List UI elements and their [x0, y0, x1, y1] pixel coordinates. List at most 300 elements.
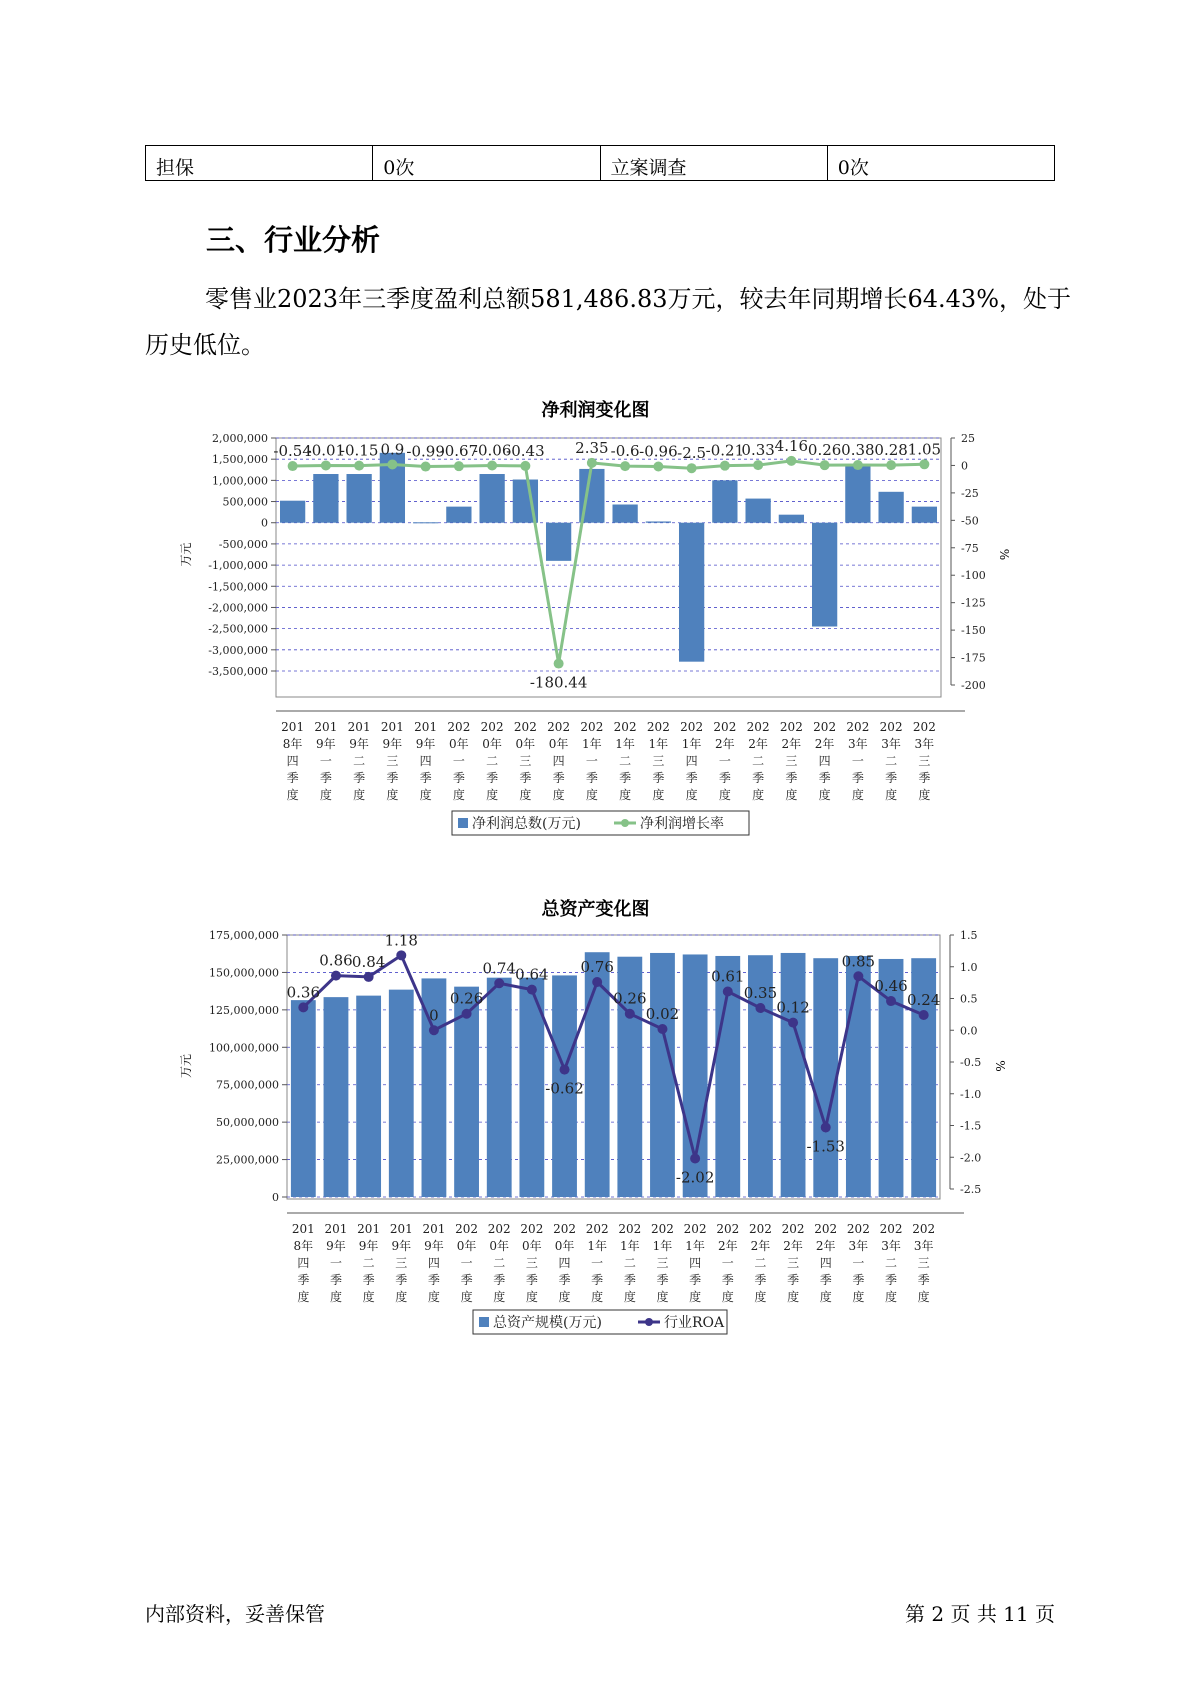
x-tick-label: 201 [389, 1222, 413, 1236]
x-tick-label: 四 [427, 1256, 440, 1270]
x-tick-label: 1年 [620, 1239, 640, 1253]
x-tick-label: 度 [353, 788, 366, 802]
x-tick-label: 三 [787, 1256, 800, 1270]
data-label: -180.44 [529, 673, 588, 692]
x-tick-label: 二 [754, 1256, 767, 1270]
y-tick-label: 75,000,000 [216, 1078, 279, 1092]
x-tick-label: 二 [885, 1256, 898, 1270]
y2-tick-label: -150 [961, 624, 986, 638]
x-tick-label: 季 [885, 1273, 898, 1287]
x-tick-label: 季 [353, 771, 366, 785]
x-tick-label: 201 [347, 720, 371, 734]
x-tick-label: 度 [785, 788, 798, 802]
x-tick-label: 季 [460, 1273, 473, 1287]
x-tick-label: 2年 [748, 737, 768, 751]
x-tick-label: 季 [785, 771, 798, 785]
x-tick-label: 一 [460, 1256, 473, 1270]
x-tick-label: 度 [787, 1290, 800, 1304]
data-point [755, 1003, 765, 1013]
y-tick-label: 175,000,000 [209, 929, 279, 942]
y-tick-label: 2,000,000 [212, 432, 268, 445]
x-tick-label: 度 [917, 1290, 930, 1304]
x-tick-label: 季 [689, 1273, 702, 1287]
x-tick-label: 度 [486, 788, 499, 802]
x-tick-label: 8年 [282, 737, 303, 751]
x-tick-label: 度 [656, 1290, 669, 1304]
x-tick-label: 201 [414, 720, 438, 734]
data-point [592, 977, 602, 987]
data-point [657, 1024, 667, 1034]
y-tick-label: 150,000,000 [209, 966, 279, 980]
x-tick-label: 202 [680, 720, 704, 734]
data-point [331, 971, 341, 981]
x-tick-label: 2年 [814, 737, 835, 751]
y-axis-title: 万元 [179, 1053, 193, 1079]
data-label: -0.06 [472, 441, 512, 460]
table-cell: 0次 [373, 146, 600, 181]
y-tick-label: 0 [272, 1191, 279, 1204]
x-tick-label: 202 [879, 1222, 903, 1236]
data-label: -0.54 [273, 442, 312, 461]
x-tick-label: 3年 [881, 737, 901, 751]
data-label: 4.16 [774, 436, 809, 455]
x-tick-label: 季 [286, 771, 299, 785]
x-tick-label: 度 [685, 788, 698, 802]
y2-axis-title: % [997, 548, 1011, 561]
x-tick-label: 0年 [482, 737, 502, 751]
x-tick-label: 二 [752, 754, 765, 768]
data-label: -0.15 [339, 441, 379, 460]
x-tick-label: 3年 [848, 737, 868, 751]
x-tick-label: 一 [452, 754, 465, 768]
x-tick-label: 202 [716, 1222, 740, 1236]
x-tick-label: 季 [486, 771, 499, 785]
data-label: 0.28 [874, 441, 908, 460]
x-tick-label: 三 [519, 754, 532, 768]
x-tick-label: 度 [721, 1290, 734, 1304]
x-tick-label: 9年 [391, 1239, 412, 1253]
x-tick-label: 二 [623, 1256, 636, 1270]
table-cell: 0次 [827, 146, 1054, 181]
x-tick-label: 度 [297, 1290, 310, 1304]
x-tick-label: 2年 [715, 737, 735, 751]
x-tick-label: 度 [918, 788, 931, 802]
y2-tick-label: -25 [961, 486, 979, 500]
x-tick-label: 9年 [424, 1239, 444, 1253]
x-tick-label: 202 [585, 1222, 609, 1236]
y-tick-label: -2,000,000 [208, 601, 268, 615]
legend-bar-swatch [479, 1317, 489, 1327]
x-tick-label: 季 [652, 771, 665, 785]
data-label: -0.62 [545, 1079, 584, 1098]
x-tick-label: 度 [525, 1290, 538, 1304]
section-title: 三、行业分析 [206, 223, 381, 257]
x-tick-label: 202 [713, 720, 737, 734]
chart-title-net-profit: 净利润变化图 [541, 400, 650, 421]
bar [356, 996, 381, 1197]
x-tick-label: 3年 [881, 1239, 901, 1253]
bar [487, 978, 512, 1197]
x-tick-label: 202 [683, 1222, 707, 1236]
x-tick-label: 9年 [382, 737, 403, 751]
x-tick-label: 202 [613, 720, 637, 734]
data-label: 0.64 [515, 965, 549, 984]
x-tick-label: 202 [553, 1222, 576, 1236]
x-tick-label: 季 [493, 1273, 506, 1287]
x-tick-label: 1年 [615, 737, 635, 751]
x-tick-label: 202 [487, 1222, 511, 1236]
x-tick-label: 季 [427, 1273, 440, 1287]
y2-tick-label: -0.5 [960, 1056, 982, 1069]
data-label: -0.99 [406, 442, 445, 461]
x-tick-label: 度 [652, 788, 665, 802]
x-tick-label: 度 [286, 788, 299, 802]
x-tick-label: 202 [912, 720, 936, 734]
data-label: 0.74 [482, 959, 516, 978]
data-label: -1.53 [806, 1137, 845, 1156]
x-tick-label: 度 [752, 788, 765, 802]
x-tick-label: 一 [585, 754, 598, 768]
data-label: 1.05 [907, 440, 942, 459]
x-tick-label: 201 [324, 1222, 348, 1236]
x-tick-label: 季 [885, 771, 898, 785]
data-label: 0.33 [741, 441, 775, 460]
x-tick-label: 一 [718, 754, 731, 768]
data-label: 0.76 [580, 957, 614, 976]
x-tick-label: 二 [486, 754, 499, 768]
data-point [494, 978, 504, 988]
x-tick-label: 0年 [449, 737, 469, 751]
x-tick-label: 度 [460, 1290, 473, 1304]
bar [324, 997, 349, 1197]
y-tick-label: 125,000,000 [209, 1003, 279, 1017]
data-label: 1.18 [384, 931, 418, 950]
data-point [560, 1065, 570, 1075]
data-point [919, 1010, 929, 1020]
data-label: -0.01 [306, 441, 346, 460]
x-tick-label: 四 [558, 1256, 571, 1270]
x-tick-label: 201 [291, 1222, 315, 1236]
x-tick-label: 二 [885, 754, 898, 768]
y-tick-label: -1,000,000 [208, 559, 268, 573]
x-tick-label: 季 [297, 1273, 310, 1287]
data-label: 0.38 [841, 441, 875, 460]
data-label: 0.84 [351, 952, 386, 971]
data-point [886, 996, 896, 1006]
x-tick-label: 三 [656, 1256, 669, 1270]
x-tick-label: 度 [852, 1290, 865, 1304]
y-tick-label: 25,000,000 [216, 1153, 279, 1167]
x-tick-label: 202 [846, 1222, 870, 1236]
x-tick-label: 四 [689, 1256, 702, 1270]
data-point [723, 987, 733, 997]
y-tick-label: 0 [261, 516, 268, 530]
x-tick-label: 202 [813, 720, 837, 734]
legend-line-label: 行业ROA [664, 1315, 725, 1331]
y-tick-label: 1,000,000 [212, 474, 268, 488]
x-tick-label: 9年 [349, 737, 369, 751]
x-tick-label: 度 [519, 788, 532, 802]
y-tick-label: -3,500,000 [208, 665, 268, 678]
x-tick-label: 季 [851, 771, 864, 785]
data-label: 0.9 [380, 440, 405, 459]
data-label: 0.46 [874, 977, 908, 996]
x-tick-label: 201 [380, 720, 404, 734]
x-tick-label: 202 [618, 1222, 642, 1236]
x-tick-label: 201 [357, 1222, 381, 1236]
x-tick-label: 202 [912, 1222, 936, 1236]
y2-tick-label: -2.5 [960, 1183, 982, 1196]
x-tick-label: 季 [591, 1273, 604, 1287]
y2-tick-label: -50 [961, 514, 979, 528]
y2-tick-label: -175 [961, 651, 986, 665]
x-tick-label: 季 [558, 1273, 571, 1287]
y2-tick-label: -1.0 [960, 1087, 982, 1101]
y-tick-label: 100,000,000 [209, 1041, 279, 1055]
x-tick-label: 一 [721, 1256, 734, 1270]
x-tick-label: 季 [787, 1273, 800, 1287]
x-tick-label: 度 [493, 1290, 506, 1304]
x-tick-label: 一 [852, 1256, 865, 1270]
x-tick-label: 三 [917, 1256, 930, 1270]
x-tick-label: 度 [552, 788, 565, 802]
x-tick-label: 度 [623, 1290, 636, 1304]
data-label: -2.5 [677, 444, 707, 463]
x-tick-label: 度 [718, 788, 731, 802]
data-label: -0.43 [506, 441, 545, 460]
x-tick-label: 四 [818, 754, 831, 768]
x-tick-label: 季 [419, 771, 432, 785]
x-tick-label: 2年 [717, 1239, 738, 1253]
x-tick-label: 202 [746, 720, 770, 734]
y-tick-label: -3,000,000 [208, 643, 268, 657]
x-tick-label: 四 [419, 754, 432, 768]
x-tick-label: 季 [395, 1273, 408, 1287]
x-tick-label: 季 [718, 771, 731, 785]
x-tick-label: 季 [552, 771, 565, 785]
x-tick-label: 季 [754, 1273, 767, 1287]
data-label: -0.67 [439, 442, 479, 461]
x-tick-label: 202 [580, 720, 604, 734]
x-tick-label: 季 [818, 771, 831, 785]
x-tick-label: 1年 [648, 737, 669, 751]
x-tick-label: 四 [297, 1256, 310, 1270]
x-tick-label: 三 [525, 1256, 538, 1270]
x-tick-label: 度 [329, 1290, 342, 1304]
data-label: 0.85 [841, 952, 876, 971]
x-tick-label: 9年 [358, 1239, 379, 1253]
bar [846, 956, 871, 1197]
x-tick-label: 度 [452, 788, 465, 802]
table-cell: 担保 [146, 146, 373, 181]
x-tick-label: 三 [395, 1256, 408, 1270]
x-tick-label: 202 [547, 720, 571, 734]
x-tick-label: 二 [362, 1256, 375, 1270]
y-tick-label: 500,000 [222, 495, 268, 509]
y2-tick-label: -125 [961, 596, 986, 610]
x-tick-label: 季 [452, 771, 465, 785]
x-tick-label: 二 [619, 754, 632, 768]
x-tick-label: 度 [558, 1290, 571, 1304]
y-tick-label: 50,000,000 [216, 1116, 279, 1130]
x-tick-label: 二 [353, 754, 366, 768]
x-tick-label: 202 [879, 720, 903, 734]
x-tick-label: 0年 [554, 1239, 575, 1253]
x-tick-label: 201 [281, 720, 305, 734]
y-axis-title: 万元 [179, 542, 193, 567]
bar [781, 953, 806, 1197]
data-point [821, 1122, 831, 1132]
x-tick-label: 201 [422, 1222, 446, 1236]
data-label: 0.35 [743, 984, 778, 1003]
x-tick-label: 度 [427, 1290, 440, 1304]
data-label: 0.24 [906, 991, 941, 1010]
data-label: 0.86 [319, 951, 353, 970]
x-tick-label: 季 [329, 1273, 342, 1287]
x-tick-label: 四 [552, 754, 565, 768]
x-tick-label: 度 [419, 788, 432, 802]
x-tick-label: 2年 [815, 1239, 836, 1253]
x-tick-label: 季 [525, 1273, 538, 1287]
x-tick-label: 四 [286, 754, 299, 768]
x-tick-label: 202 [748, 1222, 772, 1236]
x-tick-label: 度 [851, 788, 864, 802]
data-label: 0.26 [613, 989, 647, 1008]
data-label: 0.36 [286, 983, 321, 1002]
section-paragraph: 零售业2023年三季度盈利总额581,486.83万元，较去年同期增长64.43%，处于历史低位。 [145, 285, 1072, 359]
x-tick-label: 一 [591, 1256, 604, 1270]
data-label: 0.02 [645, 1004, 680, 1023]
page-number: 第 2 页 共 11 页 [905, 1602, 1055, 1626]
table-cell: 立案调查 [600, 146, 827, 181]
x-tick-label: 一 [319, 754, 332, 768]
x-tick-label: 一 [851, 754, 864, 768]
y2-tick-label: 0 [961, 459, 968, 473]
x-tick-label: 四 [685, 754, 698, 768]
y-tick-label: -2,500,000 [208, 622, 268, 636]
x-tick-label: 季 [852, 1273, 865, 1287]
data-label: 0.26 [449, 989, 484, 1008]
x-tick-label: 1年 [582, 737, 602, 751]
data-point [429, 1025, 439, 1035]
legend-line-marker [645, 1318, 653, 1326]
data-point [690, 1154, 700, 1164]
x-tick-label: 8年 [293, 1239, 314, 1253]
bar [389, 990, 414, 1197]
y-tick-label: -1,500,000 [208, 580, 268, 594]
x-tick-label: 202 [846, 720, 870, 734]
x-tick-label: 202 [651, 1222, 674, 1236]
x-tick-label: 0年 [515, 737, 536, 751]
x-tick-label: 度 [362, 1290, 375, 1304]
data-label: 2.35 [575, 438, 609, 457]
x-tick-label: 季 [918, 771, 931, 785]
bar [291, 1000, 316, 1197]
x-tick-label: 度 [885, 1290, 898, 1304]
y2-tick-label: -2.0 [960, 1151, 982, 1165]
x-tick-label: 季 [386, 771, 399, 785]
x-tick-label: 四 [819, 1256, 832, 1270]
data-point [788, 1018, 798, 1028]
x-tick-label: 季 [319, 771, 332, 785]
data-point [364, 972, 374, 982]
x-tick-label: 202 [455, 1222, 479, 1236]
x-tick-label: 季 [752, 771, 765, 785]
data-point [527, 985, 537, 995]
x-tick-label: 季 [685, 771, 698, 785]
y2-tick-label: -200 [961, 679, 986, 692]
data-point [396, 950, 406, 960]
x-tick-label: 度 [319, 788, 332, 802]
y2-tick-label: 25 [961, 432, 975, 445]
x-tick-label: 三 [918, 754, 931, 768]
x-tick-label: 季 [819, 1273, 832, 1287]
x-tick-label: 季 [721, 1273, 734, 1287]
data-point [298, 1002, 308, 1012]
x-tick-label: 三 [386, 754, 399, 768]
x-tick-label: 季 [362, 1273, 375, 1287]
x-tick-label: 季 [619, 771, 632, 785]
data-point [853, 971, 863, 981]
data-point [625, 1009, 635, 1019]
x-tick-label: 3年 [848, 1239, 869, 1253]
x-tick-label: 度 [819, 1290, 832, 1304]
x-tick-label: 三 [785, 754, 798, 768]
data-label: 0 [429, 1006, 439, 1025]
x-tick-label: 0年 [456, 1239, 477, 1253]
y-tick-label: -500,000 [218, 537, 268, 551]
x-tick-label: 202 [779, 720, 803, 734]
x-tick-label: 3年 [913, 1239, 934, 1253]
y2-tick-label: 0.5 [960, 992, 978, 1006]
x-tick-label: 二 [493, 1256, 506, 1270]
y2-tick-label: 1.0 [960, 960, 978, 974]
x-tick-label: 202 [513, 720, 537, 734]
x-tick-label: 季 [585, 771, 598, 785]
data-point [462, 1009, 472, 1019]
x-tick-label: 9年 [326, 1239, 346, 1253]
x-tick-label: 度 [585, 788, 598, 802]
data-label: 0.61 [711, 967, 745, 986]
x-tick-label: 季 [519, 771, 532, 785]
x-tick-label: 1年 [587, 1239, 607, 1253]
y2-axis-title: % [993, 1060, 1007, 1072]
x-tick-label: 202 [781, 1222, 805, 1236]
x-tick-label: 3年 [914, 737, 935, 751]
legend-bar-label: 总资产规模(万元) [493, 1315, 602, 1331]
data-label: 0.26 [807, 441, 842, 460]
x-tick-label: 2年 [781, 737, 802, 751]
x-tick-label: 9年 [316, 737, 336, 751]
bar [813, 958, 838, 1197]
y2-tick-label: -75 [961, 541, 979, 555]
legend-bar-label: 净利润总数(万元) [472, 816, 581, 832]
data-label: -0.96 [639, 442, 678, 461]
y2-tick-label: -1.5 [960, 1119, 982, 1133]
x-tick-label: 季 [917, 1273, 930, 1287]
x-tick-label: 度 [591, 1290, 604, 1304]
x-tick-label: 度 [619, 788, 632, 802]
chart-title-total-assets: 总资产变化图 [541, 899, 650, 920]
x-tick-label: 202 [480, 720, 504, 734]
x-tick-label: 0年 [522, 1239, 542, 1253]
x-tick-label: 度 [818, 788, 831, 802]
x-tick-label: 0年 [489, 1239, 510, 1253]
x-tick-label: 季 [623, 1273, 636, 1287]
x-tick-label: 一 [329, 1256, 342, 1270]
y2-tick-label: 1.5 [960, 929, 978, 942]
bar [650, 953, 675, 1197]
